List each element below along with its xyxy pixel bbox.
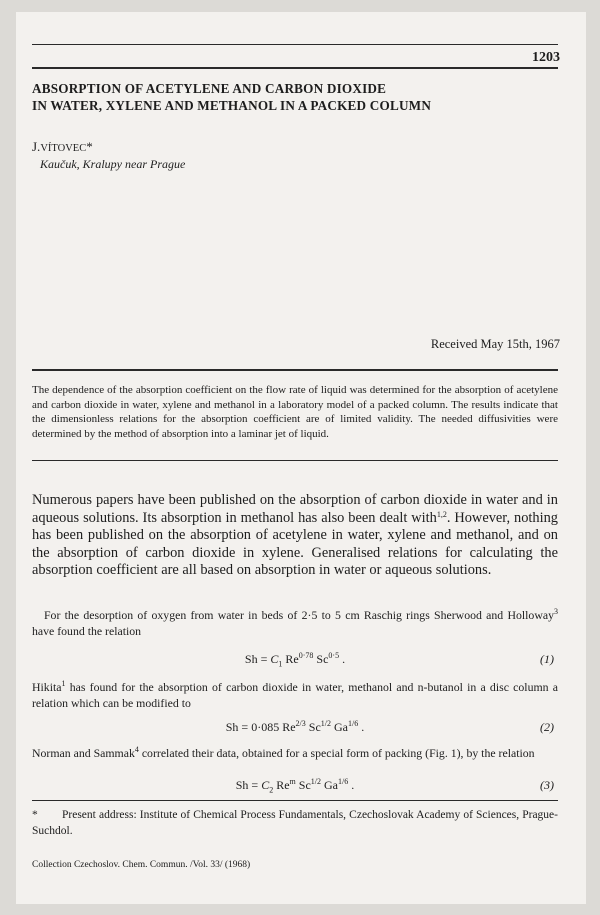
intro-text-b: . However, nothing has been published on the absorption of acetylene in water, xylene and methanol, and on the absorption of carbon dioxide in xylene. Generalised relations for calculating the absorption coefficient are all based on absorption in water or aqueous solutions. (32, 509, 558, 579)
equation-1-expression: $Sh = C_1$ $Re^{0\cdot 78}$ $Sc^{0\cdot 5}$ . (244, 651, 346, 669)
header-rule (32, 67, 558, 69)
footnote-mark: * (32, 809, 38, 821)
affiliation: Kaučuk, Kralupy near Prague (40, 157, 186, 171)
paper-page (16, 12, 586, 904)
journal-citation: Collection Czechoslov. Chem. Commun. /Vol. 33/ (1968) (32, 860, 251, 870)
sherwood-text-b: have found the relation (32, 624, 142, 638)
norman-paragraph: Norman and Sammak$^4$ correlated their data, obtained for a special form of packing (Fig. 1), by the relation (32, 745, 535, 760)
abstract-bottom-rule (32, 460, 558, 461)
sherwood-citation: 3 (554, 607, 558, 616)
author-footnote-mark: * (86, 139, 93, 154)
intro-paragraph (32, 492, 558, 580)
intro-citation: 1,2 (436, 509, 447, 519)
sherwood-paragraph (32, 607, 558, 639)
sherwood-text-a: For the desorption of oxygen from water in beds of 2·5 to 5 cm Raschig rings Sherwood and Holloway (44, 608, 554, 622)
equation-2-number: (2) (540, 720, 554, 734)
equation-2 (32, 720, 558, 738)
article-title (32, 80, 572, 114)
page-number: 1203 (532, 50, 560, 65)
equation-3-number: (3) (540, 778, 554, 792)
abstract-top-rule (32, 369, 558, 371)
footnote-text: Present address: Institute of Chemical Process Fundamentals, Czechoslovak Academy of Sciences, Prague-Suchdol. (32, 809, 558, 837)
top-rule (32, 44, 558, 45)
title-line-1: ABSORPTION OF ACETYLENE AND CARBON DIOXIDE (32, 81, 387, 96)
author (32, 139, 93, 155)
equation-2-expression: Sh = 0·085 $Re^{2/3}$ $Sc^{1/2}$ $Ga^{1/6}$ . (225, 719, 365, 734)
author-surname: VÍTOVEC (40, 143, 87, 154)
equation-3 (32, 778, 558, 796)
footnote-rule (32, 800, 558, 801)
author-initial: J. (32, 139, 41, 154)
footnote (32, 807, 558, 839)
title-line-2: IN WATER, XYLENE AND METHANOL IN A PACKED COLUMN (32, 98, 432, 113)
intro-text-a: Numerous papers have been published on the absorption of carbon dioxide in water and in aqueous solutions. Its absorption in methanol has also been dealt with (32, 492, 558, 526)
equation-1 (32, 652, 558, 670)
abstract: The dependence of the absorption coefficient on the flow rate of liquid was determined for the absorption of acetylene and carbon dioxide in water, xylene and methanol in a laboratory model of a packed column. The results indicate that the dimensionless relations for the absorption coefficient are of limited validity. The needed diffusivities were determined by the method of absorption into a laminar jet of liquid. (32, 384, 558, 440)
equation-1-number: (1) (540, 652, 554, 666)
hikita-paragraph: Hikita$^1$ has found for the absorption of carbon dioxide in water, methanol and n-butanol in a disc column a relation which can be modified to (32, 679, 558, 710)
received-date: Received May 15th, 1967 (430, 337, 560, 351)
equation-3-expression: $Sh = C_2$ Re$^m$ $Sc^{1/2}$ $Ga^{1/6}$ . (235, 777, 355, 795)
